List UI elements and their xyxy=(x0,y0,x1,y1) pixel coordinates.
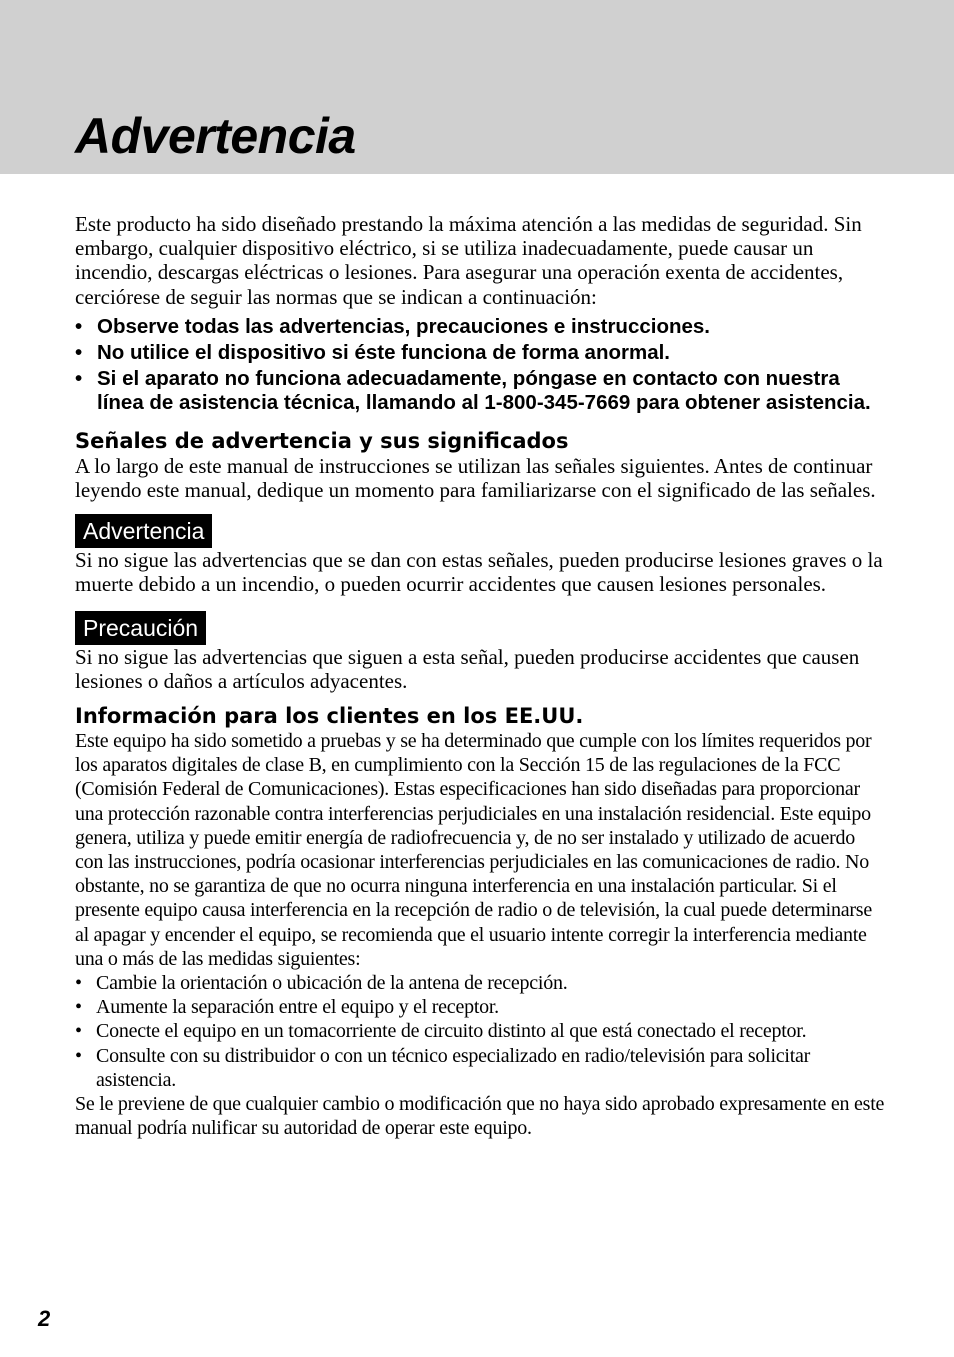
caution-label: Precaución xyxy=(75,611,206,645)
bullet-icon: • xyxy=(75,972,82,995)
bullet-icon: • xyxy=(75,340,83,364)
bullet-icon: • xyxy=(75,314,83,338)
fcc-measure-item xyxy=(75,995,887,1019)
bullet-icon: • xyxy=(75,1044,82,1067)
fcc-measure-text: Consulte con su distribuidor o con un técnico especializado en radio/televisión para solicitar asistencia. xyxy=(96,1044,811,1091)
fcc-measure-text: Conecte el equipo en un tomacorriente de circuito distinto al que está conectado el receptor. xyxy=(96,1020,807,1043)
intro-paragraph: Este producto ha sido diseñado prestando la máxima atención a las medidas de seguridad. Sin embargo, cualquier dispositivo eléctrico, si se utiliza inadecuadamente, puede causar un incendio, descargas eléctricas o lesiones. Para asegurar una operación exenta de accidentes, cerciórese de seguir las normas que se indican a continuación: xyxy=(75,212,862,309)
warning-text: Si no sigue las advertencias que se dan con estas señales, pueden producirse lesiones graves o la muerte debido a un incendio, o pueden ocurrir accidentes que causen lesiones personales. xyxy=(75,548,883,597)
signals-paragraph: A lo largo de este manual de instrucciones se utilizan las señales siguientes. Antes de continuar leyendo este manual, dedique un momento para familiarizarse con el significado de las señales. xyxy=(75,453,876,503)
caution-text: Si no sigue las advertencias que siguen a esta señal, pueden producirse accidentes que causen lesiones o daños a artículos adyacentes. xyxy=(75,644,860,693)
safety-rule-text: Observe todas las advertencias, precauciones e instrucciones. xyxy=(97,314,710,338)
page-number: 2 xyxy=(38,1306,51,1331)
bullet-icon: • xyxy=(75,1020,82,1043)
fcc-measure-item xyxy=(75,971,887,995)
us-info-heading: Información para los clientes en los EE.UU. xyxy=(75,704,584,729)
fcc-measure-text: Cambie la orientación o ubicación de la antena de recepción. xyxy=(96,972,568,995)
fcc-measure-item xyxy=(75,1044,887,1092)
bullet-icon: • xyxy=(75,366,83,390)
page-title: Advertencia xyxy=(75,108,356,164)
safety-rule-item xyxy=(75,341,887,366)
caution-section xyxy=(75,645,887,693)
safety-rules-list xyxy=(75,315,887,416)
us-info-section xyxy=(75,729,887,1140)
signals-heading: Señales de advertencia y sus significados xyxy=(75,428,569,453)
warning-section xyxy=(75,548,887,596)
safety-rule-item xyxy=(75,315,887,340)
bullet-icon: • xyxy=(75,996,82,1019)
fcc-measure-item xyxy=(75,1019,887,1043)
fcc-measure-text: Aumente la separación entre el equipo y el receptor. xyxy=(96,996,499,1019)
safety-rule-text: Si el aparato no funciona adecuadamente, póngase en contacto con nuestra línea de asistencia técnica, llamando al 1-800-345-7669 para obtener asistencia. xyxy=(97,366,871,415)
safety-rule-item xyxy=(75,367,887,416)
fcc-measures-list xyxy=(75,971,887,1092)
signals-section xyxy=(75,454,887,502)
main-content xyxy=(75,212,887,1140)
warning-label: Advertencia xyxy=(75,514,212,548)
intro-section xyxy=(75,212,887,309)
us-info-paragraph: Este equipo ha sido sometido a pruebas y se ha determinado que cumple con los límites requeridos por los aparatos digitales de clase B, en cumplimiento con la Sección 15 de las regulaciones de la FCC (Comisión Federal de Comunicaciones). Estas especificaciones han sido diseñadas para proporcionar una protección razonable contra interferencias perjudiciales en una instalación residencial. Este equipo genera, utiliza y puede emitir energía de radiofrecuencia y, de no ser instalado y utilizado de acuerdo con las instrucciones, podría ocasionar interferencias perjudiciales en las comunicaciones de radio. No obstante, no se garantiza de que no ocurra ninguna interferencia en una instalación particular. Si el presente equipo causa interferencia en la recepción de radio o de televisión, la cual puede determinarse al apagar y encender el equipo, se recomienda que el usuario intente corregir la interferencia mediante una o más de las medidas siguientes: xyxy=(75,730,872,970)
safety-rule-text: No utilice el dispositivo si éste funciona de forma anormal. xyxy=(97,340,670,364)
us-info-closing: Se le previene de que cualquier cambio o modificación que no haya sido aprobado expresamente en este manual podría nulificar su autoridad de operar este equipo. xyxy=(75,1093,885,1140)
